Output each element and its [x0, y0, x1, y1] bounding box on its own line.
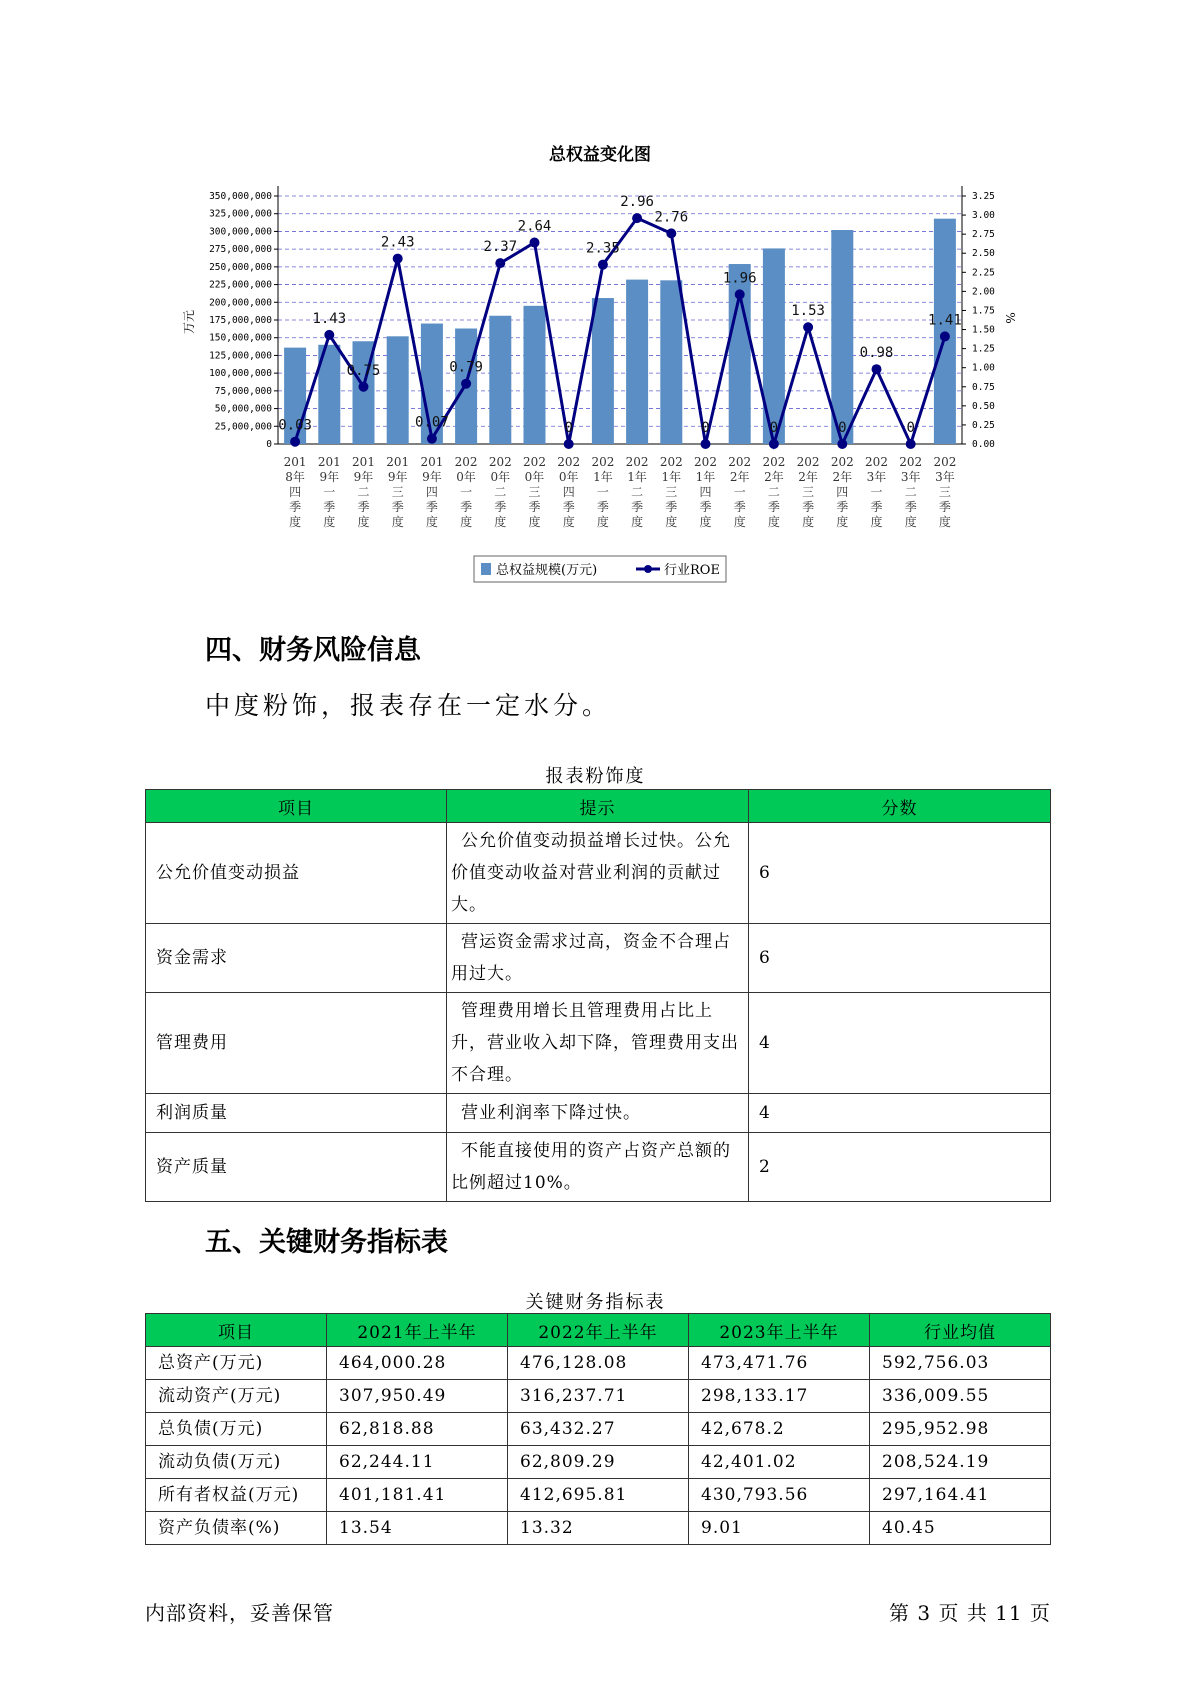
- risk-item: 公允价值变动损益: [146, 823, 447, 924]
- risk-score: 2: [749, 1133, 1051, 1202]
- fin-item: 所有者权益(万元): [146, 1479, 327, 1512]
- roe-point: [872, 364, 882, 374]
- bar: [387, 336, 409, 444]
- roe-point: [530, 238, 540, 248]
- risk-hint: 营运资金需求过高，资金不合理占用过大。: [447, 924, 749, 993]
- risk-score: 4: [749, 993, 1051, 1094]
- x-tick-label: 202 3年二季度: [899, 455, 923, 529]
- left-tick-label: 300,000,000: [209, 226, 272, 238]
- roe-point: [701, 439, 711, 449]
- risk-table-header: [146, 790, 1051, 823]
- bar: [592, 298, 614, 444]
- left-tick-label: 150,000,000: [209, 332, 272, 344]
- roe-point: [769, 439, 779, 449]
- left-tick-label: 100,000,000: [209, 368, 272, 380]
- fin-value: 9.01: [689, 1512, 870, 1545]
- roe-data-label: 1.53: [791, 303, 825, 320]
- right-tick-label: 1.50: [972, 324, 995, 336]
- fin-value: 412,695.81: [508, 1479, 689, 1512]
- fin-value: 295,952.98: [870, 1413, 1051, 1446]
- right-tick-label: 1.00: [972, 362, 995, 374]
- roe-data-label: 2.37: [483, 239, 518, 256]
- table-row: [146, 924, 1051, 993]
- section4-heading: 四、财务风险信息: [205, 635, 421, 666]
- risk-hint: 营业利润率下降过快。: [447, 1094, 749, 1133]
- risk-hint: 管理费用增长且管理费用占比上升，营业收入却下降，管理费用支出不合理。: [447, 993, 749, 1094]
- left-tick-label: 325,000,000: [209, 208, 272, 220]
- x-tick-label: 201 9年四季度: [420, 455, 444, 529]
- roe-data-label: 0: [701, 420, 710, 436]
- fin-value: 307,950.49: [327, 1380, 508, 1413]
- bar: [626, 280, 648, 444]
- x-tick-label: 202 2年四季度: [830, 455, 854, 529]
- x-tick-label: 202 3年一季度: [865, 455, 888, 529]
- left-tick-label: 50,000,000: [214, 403, 272, 415]
- x-tick-label: 202 2年二季度: [762, 455, 786, 529]
- roe-data-label: 1.41: [928, 312, 962, 329]
- fin-item: 总资产(万元): [146, 1347, 327, 1380]
- x-tick-label: 202 1年三季度: [659, 455, 683, 529]
- x-tick-label: 201 8年四季度: [283, 455, 307, 529]
- roe-data-label: 0.75: [346, 362, 381, 379]
- roe-data-label: 2.96: [620, 194, 654, 211]
- risk-item: 管理费用: [146, 993, 447, 1094]
- risk-table: [145, 789, 1051, 1202]
- fin-value: 13.32: [508, 1512, 689, 1545]
- table-row: [146, 1094, 1051, 1133]
- right-axis-label: %: [1003, 312, 1017, 324]
- fin-table-caption: 关键财务指标表: [525, 1292, 666, 1313]
- fin-item: 流动负债(万元): [146, 1446, 327, 1479]
- legend-line-marker: [644, 565, 652, 573]
- risk-score: 6: [749, 823, 1051, 924]
- fin-item: 资产负债率(%): [146, 1512, 327, 1545]
- left-tick-label: 75,000,000: [214, 385, 272, 397]
- roe-data-label: 2.76: [654, 209, 689, 226]
- x-tick-label: 201 9年一季度: [317, 455, 341, 529]
- fin-value: 42,678.2: [689, 1413, 870, 1446]
- roe-point: [598, 260, 608, 270]
- roe-point: [290, 437, 300, 447]
- x-tick-label: 202 0年三季度: [523, 455, 546, 529]
- header-hint: 提示: [447, 790, 749, 823]
- risk-score: 4: [749, 1094, 1051, 1133]
- fin-value: 464,000.28: [327, 1347, 508, 1380]
- risk-hint: 不能直接使用的资产占资产总额的比例超过10%。: [447, 1133, 749, 1202]
- header-industry-avg: 行业均值: [870, 1314, 1051, 1347]
- right-tick-label: 2.50: [972, 248, 995, 260]
- footer-note: 内部资料，妥善保管: [145, 1601, 334, 1625]
- roe-data-label: 0.79: [449, 359, 483, 376]
- roe-point: [359, 382, 369, 392]
- x-tick-label: 202 1年一季度: [591, 455, 615, 529]
- roe-data-label: 1.43: [312, 310, 347, 327]
- fin-value: 316,237.71: [508, 1380, 689, 1413]
- section5-heading: 五、关键财务指标表: [205, 1227, 448, 1258]
- header-item: 项目: [146, 1314, 327, 1347]
- fin-value: 430,793.56: [689, 1479, 870, 1512]
- fin-value: 401,181.41: [327, 1479, 508, 1512]
- fin-item: 流动资产(万元): [146, 1380, 327, 1413]
- fin-value: 297,164.41: [870, 1479, 1051, 1512]
- roe-data-label: 0: [838, 420, 847, 436]
- roe-point: [564, 439, 574, 449]
- risk-score: 6: [749, 924, 1051, 993]
- roe-point: [461, 379, 471, 389]
- roe-point: [666, 228, 676, 238]
- roe-data-label: 0.98: [859, 345, 894, 362]
- fin-value: 473,471.76: [689, 1347, 870, 1380]
- risk-hint: 公允价值变动损益增长过快。公允价值变动收益对营业利润的贡献过大。: [447, 823, 749, 924]
- fin-value: 62,809.29: [508, 1446, 689, 1479]
- left-tick-label: 275,000,000: [209, 244, 272, 256]
- fin-value: 13.54: [327, 1512, 508, 1545]
- header-2021h1: 2021年上半年: [327, 1314, 508, 1347]
- x-tick-label: 201 9年二季度: [352, 455, 375, 529]
- table-row: [146, 1512, 1051, 1545]
- page-number: 第 3 页 共 11 页: [889, 1601, 1051, 1625]
- roe-data-label: 2.64: [517, 218, 552, 235]
- left-tick-label: 0: [266, 439, 272, 450]
- risk-summary: 中度粉饰，报表存在一定水分。: [205, 691, 612, 720]
- x-tick-label: 202 0年一季度: [454, 455, 478, 529]
- fin-value: 63,432.27: [508, 1413, 689, 1446]
- roe-data-label: 0.07: [415, 414, 449, 431]
- left-tick-label: 225,000,000: [209, 279, 272, 291]
- roe-point: [906, 439, 916, 449]
- bar: [489, 316, 511, 444]
- header-item: 项目: [146, 790, 447, 823]
- right-tick-label: 1.25: [972, 343, 995, 355]
- fin-value: 42,401.02: [689, 1446, 870, 1479]
- roe-point: [427, 434, 437, 444]
- roe-data-label: 0: [906, 420, 915, 436]
- left-tick-label: 350,000,000: [209, 191, 272, 202]
- legend-bar-label: 总权益规模(万元): [496, 563, 598, 578]
- x-tick-label: 202 2年三季度: [796, 455, 820, 529]
- roe-point: [735, 289, 745, 299]
- fin-item: 总负债(万元): [146, 1413, 327, 1446]
- table-row: [146, 1347, 1051, 1380]
- fin-value: 336,009.55: [870, 1380, 1051, 1413]
- left-tick-label: 25,000,000: [214, 421, 272, 433]
- right-tick-label: 2.75: [972, 229, 995, 241]
- roe-data-label: 0: [769, 420, 779, 436]
- risk-item: 资金需求: [146, 924, 447, 993]
- x-tick-label: 202 1年二季度: [625, 455, 649, 529]
- left-tick-label: 200,000,000: [209, 297, 272, 309]
- right-tick-label: 0.50: [972, 400, 995, 412]
- x-tick-label: 202 0年二季度: [488, 455, 512, 529]
- roe-data-label: 2.43: [380, 234, 415, 251]
- right-tick-label: 0.25: [972, 419, 995, 431]
- legend-line-label: 行业ROE: [664, 563, 720, 578]
- right-tick-label: 3.25: [972, 191, 995, 202]
- roe-data-label: 0.03: [278, 417, 312, 434]
- table-row: [146, 1479, 1051, 1512]
- right-tick-label: 2.25: [972, 267, 995, 279]
- bar: [524, 306, 546, 444]
- chart-canvas: [0, 0, 1191, 600]
- header-2022h1: 2022年上半年: [508, 1314, 689, 1347]
- fin-value: 62,244.11: [327, 1446, 508, 1479]
- right-tick-label: 1.75: [972, 305, 995, 317]
- table-row: [146, 1446, 1051, 1479]
- left-tick-label: 250,000,000: [209, 261, 272, 273]
- bar: [660, 280, 682, 444]
- chart-title: 总权益变化图: [549, 145, 651, 165]
- header-2023h1: 2023年上半年: [689, 1314, 870, 1347]
- roe-data-label: 0: [564, 420, 573, 436]
- risk-table-caption: 报表粉饰度: [545, 766, 646, 787]
- roe-point: [837, 439, 847, 449]
- table-row: [146, 823, 1051, 924]
- x-tick-label: 202 3年三季度: [933, 455, 957, 529]
- fin-table: [145, 1313, 1051, 1545]
- roe-data-label: 2.35: [586, 240, 620, 257]
- roe-point: [803, 322, 813, 332]
- right-tick-label: 0.75: [972, 381, 995, 393]
- fin-table-header: [146, 1314, 1051, 1347]
- fin-value: 208,524.19: [870, 1446, 1051, 1479]
- left-tick-label: 125,000,000: [209, 350, 272, 362]
- roe-point: [393, 254, 403, 264]
- left-tick-label: 175,000,000: [209, 315, 272, 326]
- table-row: [146, 1133, 1051, 1202]
- fin-value: 476,128.08: [508, 1347, 689, 1380]
- right-tick-label: 2.00: [972, 286, 995, 298]
- right-tick-label: 3.00: [972, 210, 995, 222]
- x-tick-label: 202 1年四季度: [694, 455, 717, 529]
- roe-point: [940, 331, 950, 341]
- x-tick-label: 202 0年四季度: [557, 455, 581, 529]
- fin-value: 592,756.03: [870, 1347, 1051, 1380]
- fin-value: 40.45: [870, 1512, 1051, 1545]
- table-row: [146, 1380, 1051, 1413]
- risk-item: 利润质量: [146, 1094, 447, 1133]
- roe-point: [632, 213, 642, 223]
- roe-point: [324, 330, 334, 340]
- x-tick-label: 201 9年三季度: [386, 455, 410, 529]
- right-tick-label: 0.00: [972, 439, 995, 450]
- table-row: [146, 1413, 1051, 1446]
- x-tick-label: 202 2年一季度: [728, 455, 752, 529]
- risk-item: 资产质量: [146, 1133, 447, 1202]
- fin-value: 62,818.88: [327, 1413, 508, 1446]
- legend-bar-swatch: [481, 563, 491, 575]
- roe-data-label: 1.96: [722, 270, 757, 287]
- left-axis-label: 万元: [182, 309, 196, 335]
- header-score: 分数: [749, 790, 1051, 823]
- table-row: [146, 993, 1051, 1094]
- fin-value: 298,133.17: [689, 1380, 870, 1413]
- bar: [831, 230, 853, 444]
- roe-point: [495, 258, 505, 268]
- bar: [934, 219, 956, 444]
- equity-chart: [0, 0, 1191, 600]
